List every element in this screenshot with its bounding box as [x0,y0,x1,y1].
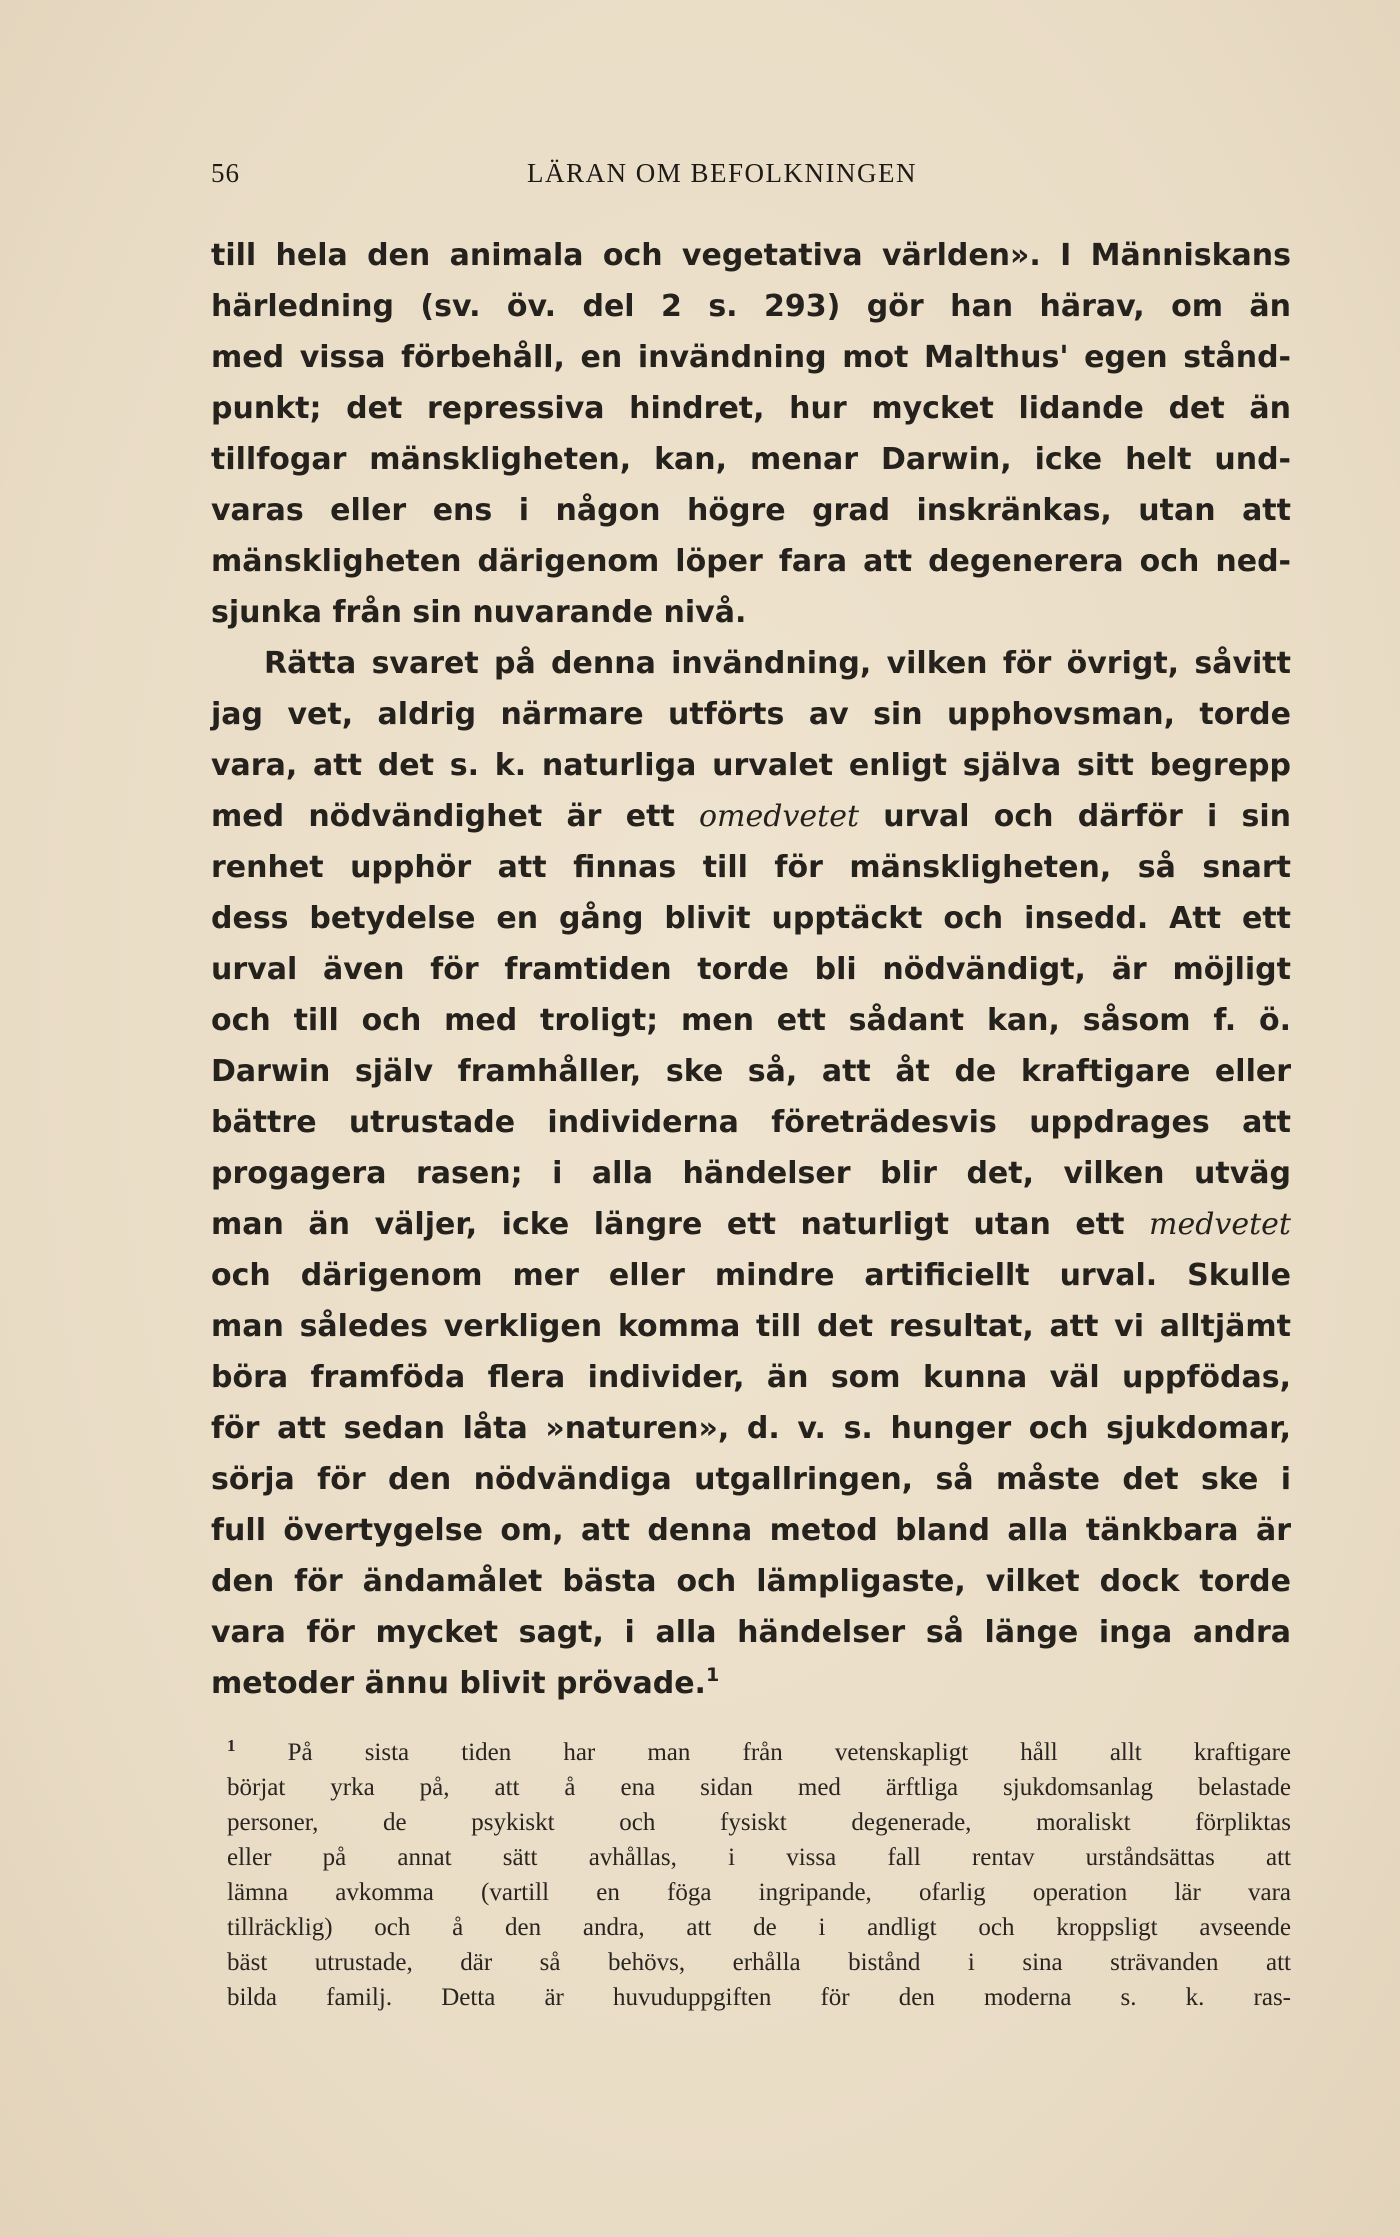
text-segment: med nödvändighet är ett [211,799,675,834]
text-line-paragraph-start: Rätta svaret på denna invändning, vilken för övrigt, såvitt [264,646,1291,681]
text-line: Darwin själv framhåller, ske så, att åt de kraftigare eller [211,1054,1291,1089]
text-line [211,791,1291,842]
footnote-line: bäst utrustade, där så behövs, erhålla bistånd i sina strävanden att [227,1949,1291,1976]
footnote-line: lämna avkomma (vartill en föga ingripande, ofarlig operation lär vara [227,1879,1291,1906]
text-segment: metoder ännu blivit prövade. [211,1666,706,1701]
text-line: jag vet, aldrig närmare utförts av sin upphovsman, torde [211,697,1291,732]
footnote-line: bilda familj. Detta är huvuduppgiften för den moderna s. k. ras- [227,1984,1291,2011]
footnote-line: personer, de psykiskt och fysiskt degenerade, moraliskt förpliktas [227,1809,1291,1836]
footnote-line: eller på annat sätt avhållas, i vissa fall rentav urståndsättas att [227,1844,1291,1871]
footnote-line: börjat yrka på, att å ena sidan med ärftliga sjukdomsanlag belastade [227,1774,1291,1801]
text-line: urval även för framtiden torde bli nödvändigt, är möjligt [211,952,1291,987]
emphasis-omedvetet: omedvetet [699,799,860,834]
text-line: sjunka från sin nuvarande nivå. [211,595,747,630]
emphasis-medvetet: medvetet [1149,1207,1291,1242]
text-line: till hela den animala och vegetativa världen». I Människans [211,238,1291,273]
text-line: bättre utrustade individerna företrädesvis uppdrages att [211,1105,1291,1140]
text-line: böra framföda flera individer, än som kunna väl uppfödas, [211,1360,1291,1395]
footnote-line [227,1735,1291,1770]
page-number: 56 [211,158,240,188]
text-segment: man än väljer, icke längre ett naturligt utan ett [211,1207,1125,1242]
text-line: vara för mycket sagt, i alla händelser så länge inga andra [211,1615,1291,1650]
footnote [227,1735,1291,2015]
text-line: full övertygelse om, att denna metod bland alla tänkbara är [211,1513,1291,1548]
text-line: dess betydelse en gång blivit upptäckt och insedd. Att ett [211,901,1291,936]
text-line: härledning (sv. öv. del 2 s. 293) gör han härav, om än [211,289,1291,324]
text-line: progagera rasen; i alla händelser blir det, vilken utväg [211,1156,1291,1191]
text-line: varas eller ens i någon högre grad inskränkas, utan att [211,493,1291,528]
footnote-reference: 1 [705,1664,720,1686]
text-line: renhet upphör att finnas till för mänskligheten, så snart [211,850,1291,885]
text-line: sörja för den nödvändiga utgallringen, så måste det ske i [211,1462,1291,1497]
text-line: man således verkligen komma till det resultat, att vi alltjämt [211,1309,1291,1344]
running-head [211,158,1251,202]
text-line: punkt; det repressiva hindret, hur mycket lidande det än [211,391,1291,426]
text-line: med vissa förbehåll, en invändning mot Malthus' egen stånd- [211,340,1291,375]
text-line: mänskligheten därigenom löper fara att degenerera och ned- [211,544,1291,579]
text-line [211,1199,1291,1250]
text-line: för att sedan låta »naturen», d. v. s. hunger och sjukdomar, [211,1411,1291,1446]
text-line: den för ändamålet bästa och lämpligaste, vilket dock torde [211,1564,1291,1599]
text-line: och till och med troligt; men ett sådant kan, såsom f. ö. [211,1003,1291,1038]
text-segment: urval och därför i sin [883,799,1291,834]
footnote-text: På sista tiden har man från vetenskapligt håll allt kraftigare [287,1739,1292,1766]
text-line: och därigenom mer eller mindre artificiellt urval. Skulle [211,1258,1291,1293]
main-text [211,230,1291,1709]
footnote-line: tillräcklig) och å den andra, att de i andligt och kroppsligt avseende [227,1914,1291,1941]
text-line: vara, att det s. k. naturliga urvalet enligt själva sitt begrepp [211,748,1291,783]
text-line [211,1658,1291,1709]
running-head-title: LÄRAN OM BEFOLKNINGEN [527,158,917,188]
text-line: tillfogar mänskligheten, kan, menar Darwin, icke helt und- [211,442,1291,477]
footnote-marker: 1 [227,1736,236,1755]
